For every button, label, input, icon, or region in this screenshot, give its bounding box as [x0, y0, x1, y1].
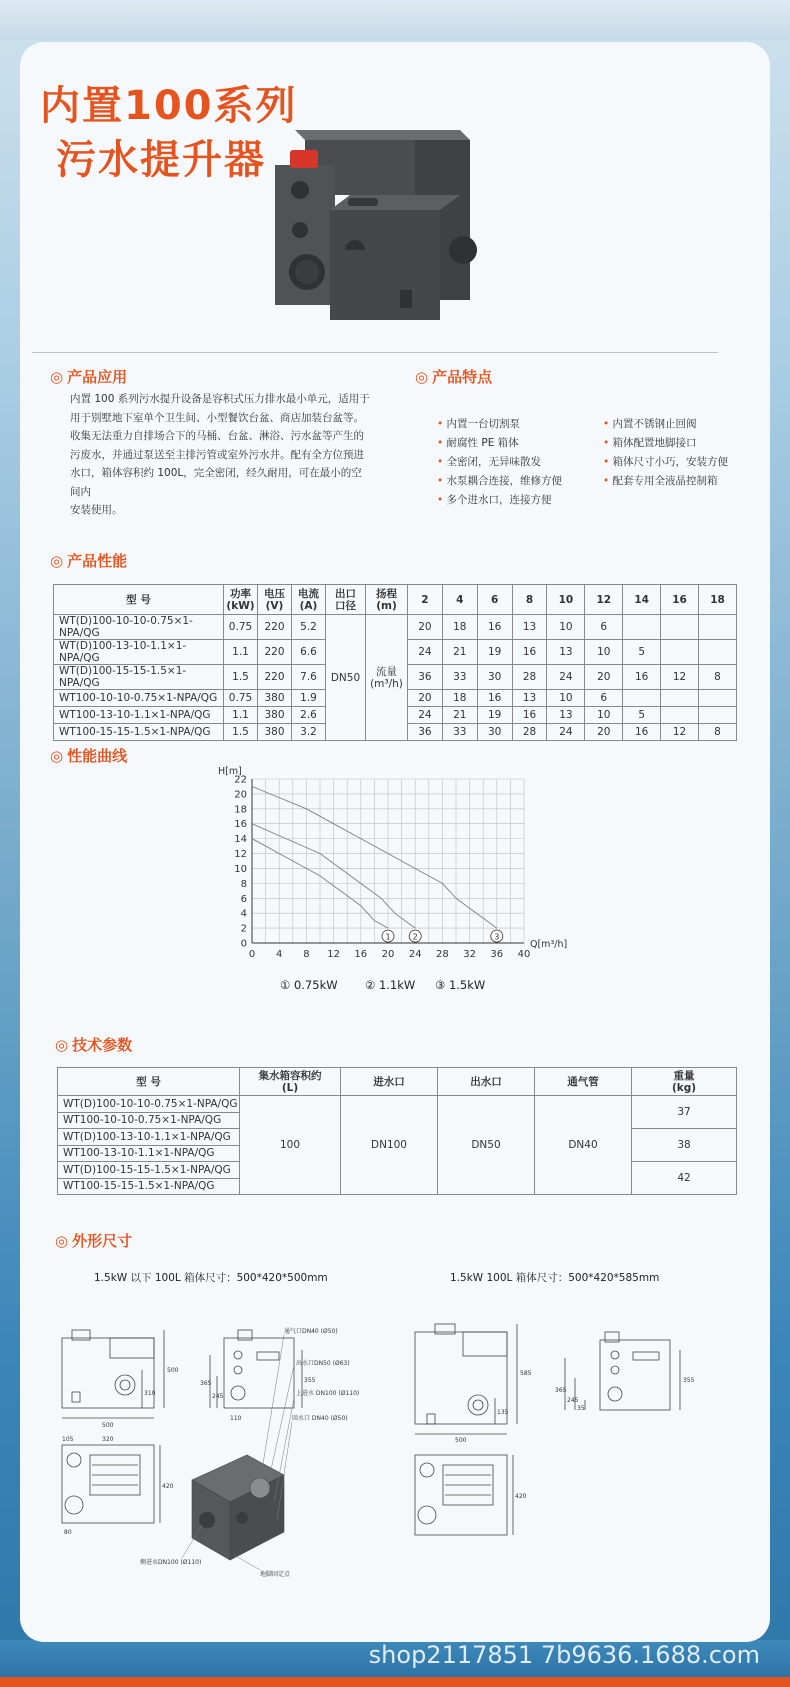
features-heading: ◎ 产品特点: [415, 368, 493, 386]
perf-cell: 380: [258, 690, 292, 707]
perf-cell: 36: [408, 665, 443, 690]
tech-model: WT(D)100-13-10-1.1×1-NPA/QG: [58, 1129, 240, 1146]
feature-item: • 全密闭，无异味散发: [437, 453, 562, 472]
perf-cell: 16: [623, 665, 661, 690]
perf-flow-label: 流量 (m³/h): [366, 615, 408, 741]
tech-header: 通气管: [535, 1068, 632, 1096]
perf-cell: [661, 615, 699, 640]
perf-header: 4: [442, 585, 477, 615]
tech-table: [57, 1067, 737, 1195]
perf-cell: WT(D)100-15-15-1.5×1-NPA/QG: [54, 665, 224, 690]
perf-header: 出口 口径: [326, 585, 366, 615]
feature-item: • 多个进水口，连接方便: [437, 491, 562, 510]
perf-header: 16: [661, 585, 699, 615]
y-tick-label: 14: [234, 834, 247, 846]
perf-cell: 16: [477, 690, 512, 707]
right-dimension-drawings: [405, 1310, 735, 1580]
perf-cell: [623, 690, 661, 707]
perf-header: 18: [699, 585, 737, 615]
perf-cell: 10: [585, 640, 623, 665]
dimensions-heading: ◎ 外形尺寸: [55, 1232, 133, 1250]
y-tick-label: 6: [240, 893, 247, 905]
dim-label: 310: [144, 1390, 156, 1397]
x-tick-label: 0: [248, 949, 256, 960]
perf-header: 12: [585, 585, 623, 615]
perf-cell: 30: [477, 665, 512, 690]
tech-header: 重量 (kg): [632, 1068, 737, 1096]
y-tick-label: 12: [234, 849, 247, 861]
page-title-line2: 污水提升器: [56, 137, 266, 183]
perf-cell: 10: [547, 690, 585, 707]
dim-label: 110: [230, 1415, 242, 1422]
perf-cell: [699, 615, 737, 640]
tech-weight: 42: [632, 1162, 737, 1195]
perf-cell: 380: [258, 724, 292, 741]
y-tick-label: 20: [234, 789, 247, 801]
features-left-list: [437, 415, 562, 510]
perf-cell: 5: [623, 640, 661, 665]
x-tick-label: 4: [276, 949, 283, 960]
feature-item: • 耐腐性 PE 箱体: [437, 434, 562, 453]
features-right-list: [603, 415, 728, 491]
bottom-accent-bar: [0, 1677, 790, 1687]
perf-cell: 16: [512, 707, 547, 724]
perf-cell: 21: [442, 640, 477, 665]
dim-label: 500: [102, 1422, 114, 1429]
perf-cell: 1.1: [224, 640, 258, 665]
dim-label: 420: [515, 1493, 527, 1500]
perf-header: 6: [477, 585, 512, 615]
x-tick-label: 28: [436, 949, 449, 960]
perf-cell: 18: [442, 615, 477, 640]
perf-cell: [699, 707, 737, 724]
perf-header: 功率 (kW): [224, 585, 258, 615]
perf-cell: 20: [408, 615, 443, 640]
perf-cell: 220: [258, 640, 292, 665]
perf-cell: [699, 640, 737, 665]
perf-cell: 5: [623, 707, 661, 724]
performance-curve-chart: [210, 758, 600, 998]
tech-header: 进水口: [341, 1068, 438, 1096]
feature-item: • 内置不锈钢止回阀: [603, 415, 728, 434]
application-line: 水口，箱体容积约 100L，完全密闭，经久耐用，可在最小的空间内: [70, 467, 362, 498]
perf-cell: 13: [512, 690, 547, 707]
perf-cell: 220: [258, 665, 292, 690]
dim-label: 80: [64, 1529, 72, 1536]
tech-volume: 100: [240, 1096, 341, 1195]
feature-item: • 水泵耦合连接，维修方便: [437, 472, 562, 491]
dim-label: 上进水 DN100 (Ø110): [296, 1390, 360, 1397]
dim-label: 355: [304, 1377, 316, 1384]
tech-model: WT100-15-15-1.5×1-NPA/QG: [58, 1178, 240, 1195]
application-line: 安装使用。: [70, 504, 123, 516]
performance-heading: ◎ 产品性能: [50, 552, 128, 570]
dim-label: 500: [455, 1437, 467, 1444]
perf-cell: 33: [442, 724, 477, 741]
perf-cell: WT(D)100-13-10-1.1×1-NPA/QG: [54, 640, 224, 665]
dim-label: 320: [102, 1436, 114, 1443]
perf-cell: 36: [408, 724, 443, 741]
perf-cell: 19: [477, 707, 512, 724]
tech-model: WT(D)100-15-15-1.5×1-NPA/QG: [58, 1162, 240, 1179]
perf-cell: 24: [547, 665, 585, 690]
perf-cell: 7.6: [292, 665, 326, 690]
perf-cell: 1.9: [292, 690, 326, 707]
perf-cell: [661, 690, 699, 707]
perf-cell: 13: [547, 640, 585, 665]
perf-cell: WT(D)100-10-10-0.75×1-NPA/QG: [54, 615, 224, 640]
dim-label: 500: [167, 1367, 179, 1374]
perf-cell: 16: [477, 615, 512, 640]
perf-cell: 0.75: [224, 615, 258, 640]
application-line: 用于别墅地下室单个卫生间、小型餐饮台盆、商店加装台盆等。: [70, 411, 364, 424]
y-tick-label: 4: [240, 908, 247, 920]
perf-cell: 12: [661, 665, 699, 690]
perf-cell: 20: [585, 665, 623, 690]
perf-cell: 8: [699, 665, 737, 690]
tech-heading: ◎ 技术参数: [55, 1036, 133, 1054]
perf-cell: 220: [258, 615, 292, 640]
shop-watermark: shop2117851 7b9636.1688.com: [368, 1641, 760, 1669]
perf-header: 10: [547, 585, 585, 615]
dim-label: 365: [200, 1380, 212, 1387]
perf-cell: 6: [585, 690, 623, 707]
y-tick-label: 0: [240, 938, 247, 950]
y-tick-label: 10: [234, 863, 247, 875]
dim-label: 出水口DN50 (Ø63): [296, 1360, 350, 1367]
x-tick-label: 8: [303, 949, 310, 960]
perf-cell: [661, 707, 699, 724]
curve-heading: ◎ 性能曲线: [50, 747, 128, 765]
perf-cell: 0.75: [224, 690, 258, 707]
perf-cell: 20: [408, 690, 443, 707]
dim-label: 245: [567, 1397, 579, 1404]
x-tick-label: 24: [408, 949, 422, 960]
perf-cell: 30: [477, 724, 512, 741]
tech-weight: 37: [632, 1096, 737, 1129]
right-dimension-caption: 1.5kW 100L 箱体尺寸：500*420*585mm: [450, 1272, 660, 1284]
dim-label: 365: [555, 1387, 567, 1394]
tech-header: 出水口: [438, 1068, 535, 1096]
perf-cell: 1.5: [224, 724, 258, 741]
curve-legend-item: ③ 1.5kW: [435, 978, 486, 992]
application-line: 收集无法重力自排场合下的马桶、台盆、淋浴、污水盆等产生的: [70, 430, 364, 442]
page-title-line1: 内置100系列: [40, 83, 298, 129]
feature-item: • 配套专用全液晶控制箱: [603, 472, 728, 491]
left-dimension-drawings: [52, 1310, 362, 1590]
x-axis-label: Q[m³/h]: [530, 939, 568, 950]
performance-table: [53, 584, 737, 741]
dim-label: 侧进水DN100 (Ø110): [140, 1559, 202, 1566]
perf-cell: 6: [585, 615, 623, 640]
tech-model: WT100-13-10-1.1×1-NPA/QG: [58, 1145, 240, 1162]
perf-cell: 10: [547, 615, 585, 640]
perf-cell: 8: [699, 724, 737, 741]
curve-marker-label-1: 1: [385, 932, 391, 942]
perf-header: 电压 (V): [258, 585, 292, 615]
perf-cell: 10: [585, 707, 623, 724]
perf-cell: 24: [408, 707, 443, 724]
perf-cell: 16: [623, 724, 661, 741]
dim-label: 105: [62, 1436, 74, 1443]
x-tick-label: 12: [327, 949, 340, 960]
application-line: 污废水，并通过泵送至主排污管或室外污水井。配有全方位预进: [70, 448, 364, 461]
feature-item: • 箱体配置地脚接口: [603, 434, 728, 453]
perf-cell: 12: [661, 724, 699, 741]
dim-label: 135: [497, 1409, 509, 1416]
perf-cell: WT100-15-15-1.5×1-NPA/QG: [54, 724, 224, 741]
dim-label: 地脚固定点: [260, 1571, 291, 1578]
divider-1: [32, 352, 718, 353]
perf-cell: 18: [442, 690, 477, 707]
perf-cell: [699, 690, 737, 707]
dim-label: 420: [162, 1483, 174, 1490]
left-dimension-caption: 1.5kW 以下 100L 箱体尺寸：500*420*500mm: [94, 1272, 328, 1284]
perf-cell: 1.5: [224, 665, 258, 690]
y-tick-label: 2: [240, 923, 247, 935]
perf-cell: 24: [408, 640, 443, 665]
dim-label: 回水口 DN40 (Ø50): [292, 1415, 348, 1422]
application-line: 内置 100 系列污水提升设备是容积式压力排水最小单元，适用于: [70, 393, 370, 405]
perf-cell: 13: [512, 615, 547, 640]
tech-header: 型 号: [58, 1068, 240, 1096]
x-tick-label: 20: [381, 949, 395, 960]
perf-header: 8: [512, 585, 547, 615]
dim-label: 245: [212, 1393, 224, 1400]
perf-cell: 6.6: [292, 640, 326, 665]
perf-cell: 380: [258, 707, 292, 724]
dim-label: 通气口DN40 (Ø50): [284, 1328, 338, 1335]
perf-header: 型 号: [54, 585, 224, 615]
tech-outlet: DN50: [438, 1096, 535, 1195]
dim-label: 355: [683, 1377, 695, 1384]
x-tick-label: 40: [517, 949, 531, 960]
x-tick-label: 36: [490, 949, 504, 960]
perf-cell: [623, 615, 661, 640]
perf-cell: 16: [512, 640, 547, 665]
curve-marker-label-3: 3: [494, 932, 500, 942]
perf-cell: 2.6: [292, 707, 326, 724]
application-heading: ◎ 产品应用: [50, 368, 128, 386]
perf-cell: 33: [442, 665, 477, 690]
tech-header: 集水箱容积约 (L): [240, 1068, 341, 1096]
perf-cell: 24: [547, 724, 585, 741]
x-tick-label: 32: [463, 949, 476, 960]
feature-item: • 箱体尺寸小巧，安装方便: [603, 453, 728, 472]
y-tick-label: 18: [234, 804, 247, 816]
y-tick-label: 22: [234, 774, 247, 786]
product-image: [275, 120, 485, 330]
perf-cell: WT100-10-10-0.75×1-NPA/QG: [54, 690, 224, 707]
tech-weight: 38: [632, 1129, 737, 1162]
perf-header: 2: [408, 585, 443, 615]
curve-marker-label-2: 2: [412, 932, 418, 942]
perf-cell: 28: [512, 665, 547, 690]
perf-cell: 28: [512, 724, 547, 741]
y-tick-label: 16: [234, 819, 247, 831]
perf-cell: 3.2: [292, 724, 326, 741]
tech-vent: DN40: [535, 1096, 632, 1195]
perf-cell: 19: [477, 640, 512, 665]
perf-cell: WT100-13-10-1.1×1-NPA/QG: [54, 707, 224, 724]
perf-cell: 1.1: [224, 707, 258, 724]
perf-cell: 13: [547, 707, 585, 724]
y-axis-label: H[m]: [218, 766, 242, 777]
perf-header: 电流 (A): [292, 585, 326, 615]
perf-header: 14: [623, 585, 661, 615]
dim-label: 585: [520, 1370, 532, 1377]
tech-inlet: DN100: [341, 1096, 438, 1195]
perf-outlet: DN50: [326, 615, 366, 741]
x-tick-label: 16: [354, 949, 368, 960]
curve-legend-item: ② 1.1kW: [365, 978, 416, 992]
dim-label: 35: [577, 1405, 585, 1412]
feature-item: • 内置一台切割泵: [437, 415, 562, 434]
curve-legend-item: ① 0.75kW: [280, 978, 338, 992]
perf-cell: 21: [442, 707, 477, 724]
perf-cell: 20: [585, 724, 623, 741]
application-text: [70, 390, 370, 520]
perf-cell: 5.2: [292, 615, 326, 640]
perf-header: 扬程 (m): [366, 585, 408, 615]
tech-model: WT(D)100-10-10-0.75×1-NPA/QG: [58, 1096, 240, 1113]
y-tick-label: 8: [240, 878, 247, 890]
tech-model: WT100-10-10-0.75×1-NPA/QG: [58, 1112, 240, 1129]
perf-cell: [661, 640, 699, 665]
